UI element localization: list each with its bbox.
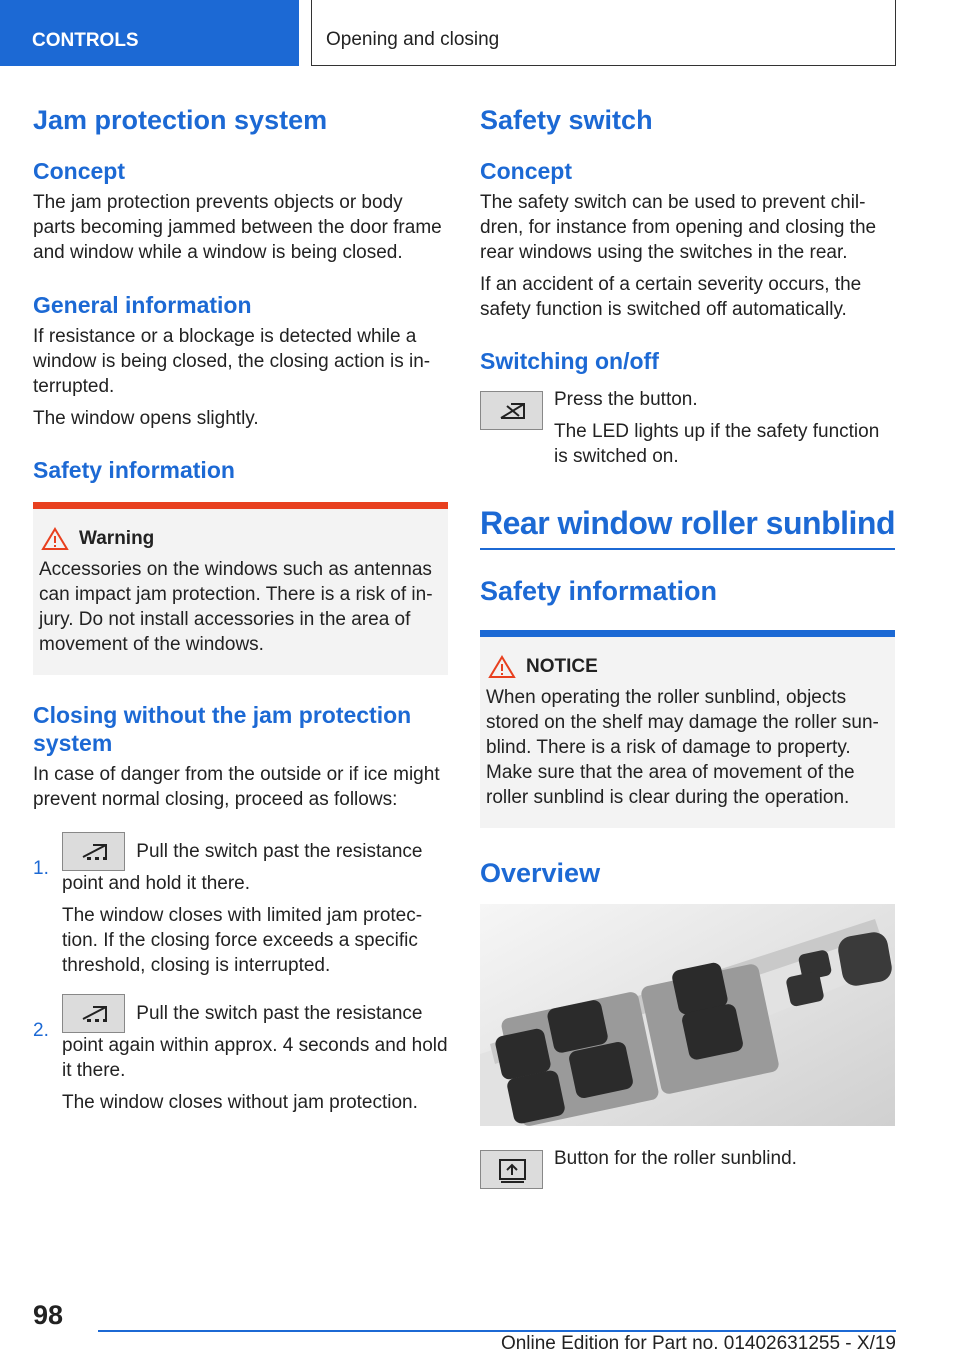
safety-switch-heading: Safety switch <box>480 105 653 135</box>
step-2 <box>33 994 448 1115</box>
general-info-heading: General information <box>33 292 252 318</box>
concept-heading: Concept <box>480 158 572 184</box>
page-number: 98 <box>33 1300 64 1330</box>
general-info-text-2: The window opens slightly. <box>33 408 259 429</box>
right-column <box>480 98 895 1190</box>
notice-header <box>486 655 887 679</box>
footer-divider <box>98 1330 896 1332</box>
jam-protection-heading: Jam protection system <box>33 105 328 135</box>
step-1 <box>33 832 448 978</box>
switching-led-text: The LED lights up if the safety function is switched on. <box>554 421 880 467</box>
warning-label: Warning <box>79 528 155 549</box>
warning-box <box>33 502 448 675</box>
step-result: The window closes with limited jam protec-tion. If the closing force exceeds a specific threshold, closing is interrupted. <box>62 905 423 976</box>
notice-box <box>480 630 895 828</box>
warning-text: Accessories on the windows such as antennas can impact jam protection. There is a risk of in-jury. Do not install accessories in the area of movement of the windows. <box>39 559 433 655</box>
roller-sunblind-heading: Rear window roller sunblind <box>480 505 895 541</box>
warning-header <box>39 527 440 551</box>
concept-heading: Concept <box>33 158 125 184</box>
chapter-title: Opening and closing <box>311 0 896 66</box>
step-text: Pull the switch past the resistance point and hold it there. <box>62 840 423 894</box>
concept-text: The jam protection prevents objects or body parts becoming jammed between the door frame and window while a window is being closed. <box>33 192 442 263</box>
step-number: 1. <box>33 858 49 879</box>
page-header <box>0 0 960 66</box>
door-switch-panel-photo <box>480 904 895 1126</box>
heading-divider <box>480 548 895 550</box>
left-column <box>33 98 448 1115</box>
closing-text: In case of danger from the outside or if ice might prevent normal closing, proceed as follows: <box>33 764 440 810</box>
step-number: 2. <box>33 1020 49 1041</box>
concept-text-2: If an accident of a certain severity occurs, the safety function is switched off automatically. <box>480 274 862 320</box>
section-tab: CONTROLS <box>0 0 299 66</box>
switching-block <box>480 387 895 469</box>
roller-button-block <box>480 1146 895 1190</box>
safety-info-heading: Safety information <box>33 457 235 483</box>
step-text: Pull the switch past the resistance point again within approx. 4 seconds and hold it there. <box>62 1002 448 1081</box>
closing-heading: Closing without the jam protection system <box>33 702 412 756</box>
button-caption: Button for the roller sunblind. <box>554 1148 797 1169</box>
warning-triangle-icon <box>41 527 69 551</box>
window-switch-icon <box>62 994 125 1033</box>
concept-text: The safety switch can be used to prevent chil-dren, for instance from opening and closing the rear windows using the switches in the rear. <box>480 192 877 263</box>
edition-text: Online Edition for Part no. 01402631255 - X/19 <box>500 1333 896 1354</box>
switching-heading: Switching on/off <box>480 348 659 374</box>
switching-text: Press the button. <box>554 389 698 410</box>
safety-info-heading: Safety information <box>480 576 718 606</box>
roller-sunblind-button-icon <box>480 1150 543 1189</box>
general-info-text: If resistance or a blockage is detected while a window is being closed, the closing action is in-terrupted. <box>33 326 431 397</box>
step-result: The window closes without jam protection. <box>62 1092 418 1113</box>
notice-label: NOTICE <box>526 656 598 677</box>
overview-heading: Overview <box>480 858 601 888</box>
safety-switch-icon <box>480 391 543 430</box>
window-switch-icon <box>62 832 125 871</box>
warning-triangle-icon <box>488 655 516 679</box>
notice-text: When operating the roller sunblind, objects stored on the shelf may damage the roller sun-blind. There is a risk of damage to property. Make sure that the area of movement of the roller sunblind is clear during the operation. <box>486 687 879 808</box>
